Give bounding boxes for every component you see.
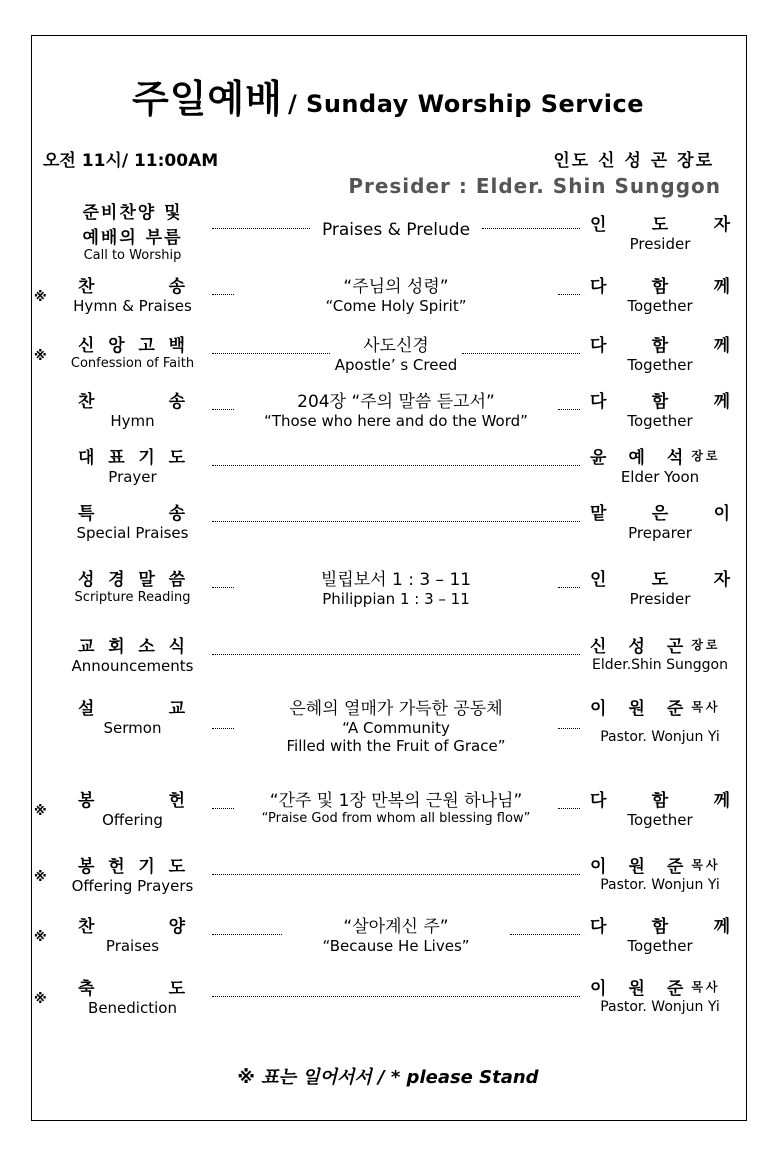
item-label-korean (60, 974, 205, 999)
item-detail-sub: “Those who here and do the Word” (264, 412, 528, 430)
item-label-char: 송 (168, 504, 187, 524)
service-item (0, 499, 776, 559)
item-leader-korean (590, 852, 730, 877)
item-label-char: 특 (78, 504, 97, 524)
page-title (0, 68, 776, 123)
service-item (0, 443, 776, 503)
item-label-char: 고 (138, 336, 157, 356)
item-leader (590, 852, 730, 893)
item-label-char: 대 (78, 448, 97, 468)
item-detail-sub: Philippian 1 : 3 – 11 (322, 590, 470, 608)
item-leader-char: 다 (590, 336, 607, 356)
item-leader-english: Together (627, 811, 693, 829)
item-label-char: 신 (78, 336, 97, 356)
stand-note: ※ 표는 일어서서 / * please Stand (237, 1067, 539, 1088)
item-leader-char: 맡 (590, 504, 607, 524)
item-leader-english: Presider (629, 235, 691, 253)
item-leader-korean (590, 387, 730, 412)
item-leader-korean (590, 694, 730, 719)
item-label-korean: 준비찬양 및 (82, 203, 183, 223)
item-leader-korean (590, 786, 730, 811)
item-label-char: 헌 (108, 857, 127, 877)
leader-right (558, 294, 580, 295)
item-leader-title: 장로 (691, 449, 721, 463)
item-label-korean (60, 331, 205, 356)
item-label (60, 694, 205, 737)
item-leader-char: 준 (666, 699, 684, 719)
leader-full (212, 521, 580, 522)
item-label-char: 봉 (78, 791, 97, 811)
item-leader-korean (590, 443, 730, 468)
stand-mark: ※ (34, 992, 47, 1007)
item-label (60, 852, 205, 895)
item-detail (212, 387, 580, 430)
service-item (0, 786, 776, 846)
title-english: / Sunday Worship Service (287, 90, 644, 118)
item-detail-sub: Apostle’ s Creed (334, 356, 458, 374)
item-label-char: 찬 (78, 917, 97, 937)
item-label-char: 찬 (78, 277, 97, 297)
item-label-korean (60, 272, 205, 297)
item-detail-sub: “Praise God from whom all blessing flow” (261, 811, 531, 826)
item-label-char: 도 (168, 448, 187, 468)
service-item (0, 198, 776, 263)
item-label-char: 씀 (168, 570, 187, 590)
item-leader-english: Pastor. Wonjun Yi (600, 877, 720, 893)
item-leader-english: Pastor. Wonjun Yi (600, 999, 720, 1015)
item-label-korean (60, 387, 205, 412)
item-label-char: 앙 (108, 336, 127, 356)
item-leader (590, 210, 730, 253)
stand-mark: ※ (34, 930, 47, 945)
item-detail (212, 786, 580, 826)
leader-left (212, 808, 234, 809)
item-label (60, 272, 205, 315)
item-leader-korean (590, 974, 730, 999)
item-label-char: 교 (78, 637, 97, 657)
item-label-char: 경 (108, 570, 127, 590)
item-label-char: 찬 (78, 392, 97, 412)
leader-full (212, 874, 580, 875)
item-leader (590, 786, 730, 829)
item-label (60, 443, 205, 486)
item-label-char: 설 (78, 699, 97, 719)
item-leader (590, 272, 730, 315)
leader-left (212, 294, 234, 295)
leader-left (212, 728, 234, 729)
item-label-char: 기 (138, 448, 157, 468)
item-label (60, 565, 205, 605)
item-label-char: 도 (168, 979, 187, 999)
item-leader-english: Pastor. Wonjun Yi (600, 729, 720, 745)
item-leader-char: 도 (651, 215, 669, 235)
item-leader-char: 이 (590, 699, 607, 719)
item-leader-char: 성 (628, 637, 645, 657)
item-leader-char: 준 (666, 857, 684, 877)
item-leader-char: 신 (590, 637, 607, 657)
item-leader-korean (590, 565, 730, 590)
item-label-korean (60, 852, 205, 877)
item-leader-char: 예 (628, 448, 645, 468)
item-detail (212, 694, 580, 755)
item-leader-korean (590, 499, 730, 524)
leader-right (558, 409, 580, 410)
item-label-english: Benediction (88, 999, 177, 1017)
item-label (60, 387, 205, 430)
item-label-char: 송 (168, 277, 187, 297)
item-label-english: Offering (102, 811, 163, 829)
service-item (0, 272, 776, 332)
leader-right (558, 587, 580, 588)
presider-english: Presider : Elder. Shin Sunggon (348, 174, 721, 198)
item-label-english: Sermon (103, 719, 162, 737)
item-leader-char: 인 (590, 215, 607, 235)
item-label-char: 헌 (168, 791, 187, 811)
item-leader-korean (590, 912, 730, 937)
item-leader-english: Elder.Shin Sunggon (592, 657, 728, 673)
stand-mark: ※ (34, 290, 47, 305)
item-label-char: 식 (168, 637, 187, 657)
item-label-korean (60, 694, 205, 719)
item-leader-english: Together (627, 356, 693, 374)
item-label-english: Announcements (71, 657, 194, 675)
item-label-korean (60, 443, 205, 468)
item-leader-char: 원 (628, 857, 645, 877)
item-detail-main: 은혜의 열매가 가득한 공동체 (289, 699, 503, 719)
item-label-char: 성 (78, 570, 97, 590)
item-label (60, 786, 205, 829)
item-label-char: 교 (168, 699, 187, 719)
leader-left (212, 934, 282, 935)
item-leader-english: Elder Yoon (620, 468, 700, 486)
item-label-char: 축 (78, 979, 97, 999)
item-label-char: 회 (108, 637, 127, 657)
item-leader-char: 곤 (666, 637, 684, 657)
stand-mark: ※ (34, 870, 47, 885)
item-leader (590, 694, 730, 745)
item-leader (590, 387, 730, 430)
item-label-char: 기 (138, 857, 157, 877)
item-label (60, 632, 205, 675)
leader-right (558, 728, 580, 729)
leader-left (212, 353, 330, 354)
item-leader-char: 준 (666, 979, 684, 999)
item-detail-main: “간주 및 1장 만복의 근원 하나님” (269, 791, 523, 811)
item-label (60, 499, 205, 542)
item-label-english: Prayer (108, 468, 157, 486)
item-leader-char: 석 (666, 448, 684, 468)
item-label-english: Special Praises (76, 524, 189, 542)
item-label-korean (60, 499, 205, 524)
leader-full (212, 654, 580, 655)
item-leader (590, 331, 730, 374)
leader-right (558, 808, 580, 809)
item-leader-char: 께 (713, 392, 730, 412)
item-leader-english: Presider (629, 590, 691, 608)
leader-left (212, 409, 234, 410)
item-detail (212, 272, 580, 315)
item-leader-char: 함 (651, 277, 669, 297)
item-leader-char: 다 (590, 392, 607, 412)
item-detail-sub: “Because He Lives” (322, 937, 470, 955)
item-detail (212, 220, 580, 240)
service-item (0, 974, 776, 1034)
item-label (60, 198, 205, 263)
item-leader-char: 원 (628, 979, 645, 999)
service-item (0, 912, 776, 972)
item-label-english: Hymn & Praises (73, 297, 192, 315)
service-item (0, 852, 776, 912)
item-label-english: Scripture Reading (74, 590, 191, 605)
item-leader-title: 목사 (691, 700, 721, 714)
item-leader-char: 께 (713, 336, 730, 356)
item-leader-char: 께 (713, 277, 730, 297)
service-item (0, 565, 776, 625)
item-leader-char: 함 (651, 791, 669, 811)
item-detail-main: 사도신경 (363, 336, 429, 356)
item-detail-main: 빌립보서 1 : 3 – 11 (320, 570, 472, 590)
item-label (60, 974, 205, 1017)
item-label-korean (60, 786, 205, 811)
item-label-char: 말 (138, 570, 157, 590)
item-detail-sub: Filled with the Fruit of Grace” (286, 737, 506, 755)
item-leader-char: 다 (590, 791, 607, 811)
item-detail-main: 204장 “주의 말씀 듣고서” (297, 392, 495, 412)
item-leader-char: 다 (590, 917, 607, 937)
presider-korean: 인도 신 성 곤 장로 (553, 151, 714, 171)
item-label-char: 봉 (78, 857, 97, 877)
item-leader-char: 께 (713, 791, 730, 811)
item-label-char: 송 (168, 392, 187, 412)
item-leader-char: 이 (713, 504, 730, 524)
item-detail-sub: “Come Holy Spirit” (325, 297, 467, 315)
item-leader (590, 974, 730, 1015)
item-leader-char: 인 (590, 570, 607, 590)
stand-mark: ※ (34, 349, 47, 364)
item-label-char: 표 (108, 448, 127, 468)
leader-right (462, 353, 580, 354)
item-leader-title: 장로 (691, 638, 721, 652)
item-label-korean: 예배의 부름 (82, 228, 183, 248)
item-leader-korean (590, 272, 730, 297)
item-leader-char: 다 (590, 277, 607, 297)
item-label-korean (60, 632, 205, 657)
item-leader-english: Together (627, 937, 693, 955)
leader-full (212, 465, 580, 466)
title-korean: 주일예배 (132, 77, 283, 121)
item-detail-main: “주님의 성령” (343, 277, 449, 297)
item-leader (590, 565, 730, 608)
stand-mark: ※ (34, 804, 47, 819)
item-leader-char: 함 (651, 917, 669, 937)
item-label-char: 도 (168, 857, 187, 877)
item-label (60, 331, 205, 371)
item-detail (212, 565, 580, 608)
item-label-english: Confession of Faith (70, 356, 195, 371)
leader-right (482, 228, 580, 229)
item-leader-char: 함 (651, 336, 669, 356)
item-leader-korean (590, 210, 730, 235)
service-item (0, 331, 776, 391)
item-leader-char: 함 (651, 392, 669, 412)
service-item (0, 694, 776, 754)
item-leader-char: 자 (713, 570, 730, 590)
item-label-english: Hymn (110, 412, 155, 430)
item-leader-char: 원 (628, 699, 645, 719)
leader-full (212, 996, 580, 997)
service-item (0, 632, 776, 692)
item-leader-char: 이 (590, 857, 607, 877)
item-leader-english: Together (627, 412, 693, 430)
service-item (0, 387, 776, 447)
item-label (60, 912, 205, 955)
leader-left (212, 587, 234, 588)
item-leader-char: 윤 (590, 448, 607, 468)
item-leader-char: 께 (713, 917, 730, 937)
item-leader (590, 443, 730, 486)
item-label-english: Offering Prayers (71, 877, 194, 895)
item-leader-char: 이 (590, 979, 607, 999)
item-leader-title: 목사 (691, 858, 721, 872)
item-detail-sub: “A Community (342, 719, 450, 737)
item-leader (590, 499, 730, 542)
item-detail-main: “살아계신 주” (343, 917, 449, 937)
item-leader-title: 목사 (691, 980, 721, 994)
item-leader (590, 912, 730, 955)
item-leader-char: 도 (651, 570, 669, 590)
item-leader-english: Preparer (628, 524, 692, 542)
leader-right (510, 934, 580, 935)
item-leader-korean (590, 632, 730, 657)
item-label-korean (60, 565, 205, 590)
item-leader-char: 자 (713, 215, 730, 235)
item-label-char: 소 (138, 637, 157, 657)
item-leader-korean (590, 331, 730, 356)
item-leader-english: Together (627, 297, 693, 315)
item-label-korean (60, 912, 205, 937)
item-label-english: Call to Worship (83, 248, 182, 263)
item-label-english: Praises (105, 937, 160, 955)
leader-left (212, 228, 310, 229)
item-detail-main: Praises & Prelude (321, 220, 471, 240)
item-leader (590, 632, 730, 673)
item-label-char: 백 (168, 336, 187, 356)
service-time: 오전 11시/ 11:00AM (43, 151, 219, 171)
item-label-char: 양 (168, 917, 187, 937)
item-leader-char: 은 (651, 504, 669, 524)
